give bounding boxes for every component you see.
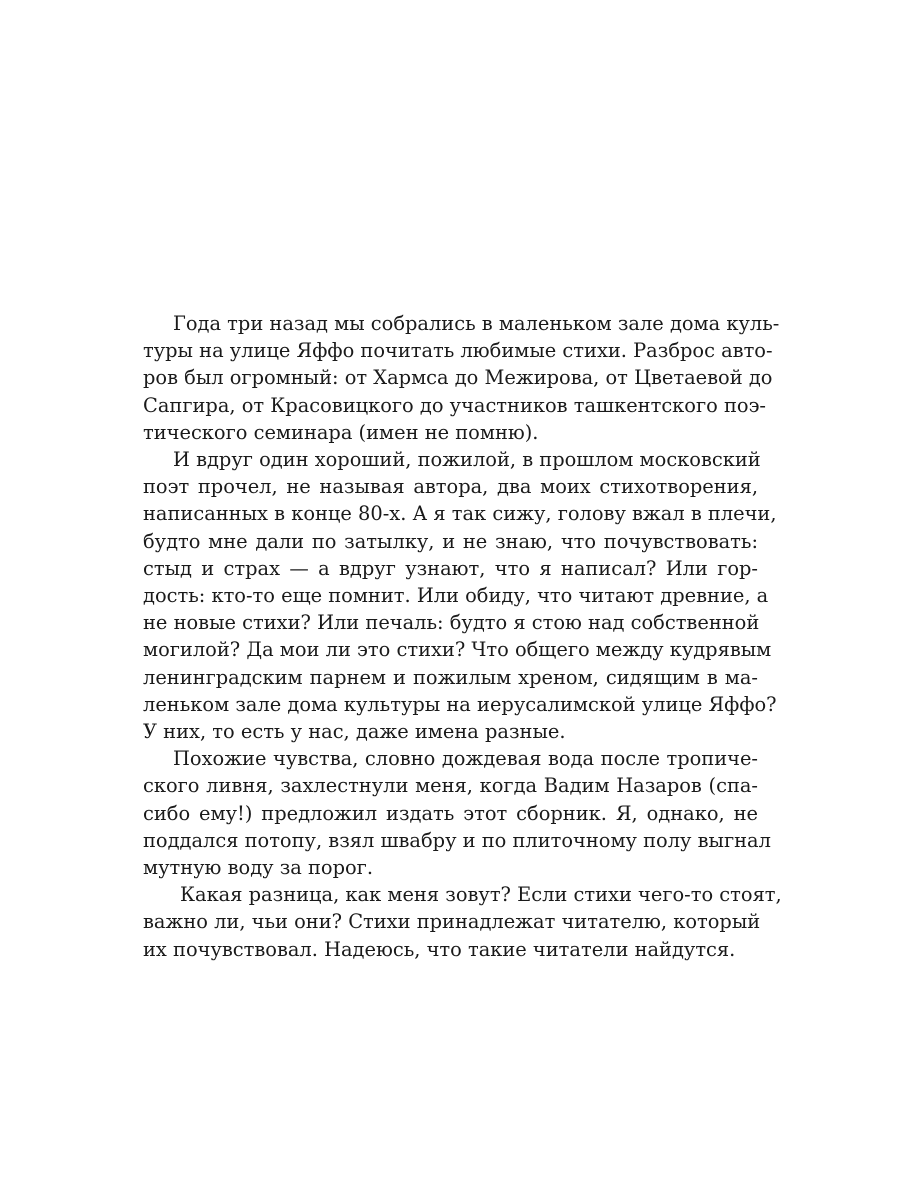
paragraph-1 (143, 310, 780, 446)
text-line: Какая разница, как меня зовут? Если стихи чего-то стоят, (180, 883, 782, 907)
text-line: мутную воду за порог. (143, 856, 374, 880)
text-line: Года три назад мы собрались в маленьком зале дома куль- (173, 312, 780, 335)
text-line: дость: кто-то еще помнит. Или обиду, что читают древние, а (143, 584, 769, 608)
text-line: поддался потопу, взял швабру и по плиточному полу выгнал (143, 828, 771, 852)
paragraph-4 (143, 881, 782, 963)
text-line: важно ли, чьи они? Стихи принадлежат читателю, который (143, 910, 761, 934)
text-line: Сапгира, от Красовицкого до участников ташкентского поэ- (143, 393, 766, 417)
text-line: У них, то есть у нас, даже имена разные. (143, 720, 566, 744)
text-line: написанных в конце 80-х. А я так сижу, голову вжал в плечи, (143, 502, 777, 526)
text-line: леньком зале дома культуры на иерусалимской улице Яффо? (143, 692, 777, 716)
text-line: могилой? Да мои ли это стихи? Что общего между кудрявым (143, 638, 772, 662)
text-line: не новые стихи? Или печаль: будто я стою над собственной (143, 611, 760, 635)
text-line: ров был огромный: от Хармса до Межирова, от Цветаевой до (143, 366, 773, 390)
text-line: И вдруг один хороший, пожилой, в прошлом московский (173, 448, 761, 472)
text-line: туры на улице Яффо почитать любимые стихи. Разброс авто- (143, 339, 773, 363)
text-line: их почувствовал. Надеюсь, что такие читатели найдутся. (143, 937, 736, 961)
text-line: Похожие чувства, словно дождевая вода после тропиче- (173, 747, 758, 771)
text-line: стыд и страх — а вдруг узнают, что я написал? Или гор- (143, 556, 758, 580)
paragraph-2 (143, 446, 777, 745)
text-line: сибо ему!) предложил издать этот сборник. Я, однако, не (143, 801, 758, 825)
paragraph-3 (143, 745, 771, 881)
text-line: поэт прочел, не называя автора, два моих стихотворения, (143, 475, 758, 499)
text-line: ского ливня, захлестнули меня, когда Вадим Назаров (спа- (143, 774, 758, 798)
text-line: тического семинара (имен не помню). (143, 420, 539, 444)
text-line: ленинградским парнем и пожилым хреном, сидящим в ма- (143, 665, 758, 689)
body-text (143, 310, 782, 963)
text-line: будто мне дали по затылку, и не знаю, что почувствовать: (143, 529, 758, 553)
